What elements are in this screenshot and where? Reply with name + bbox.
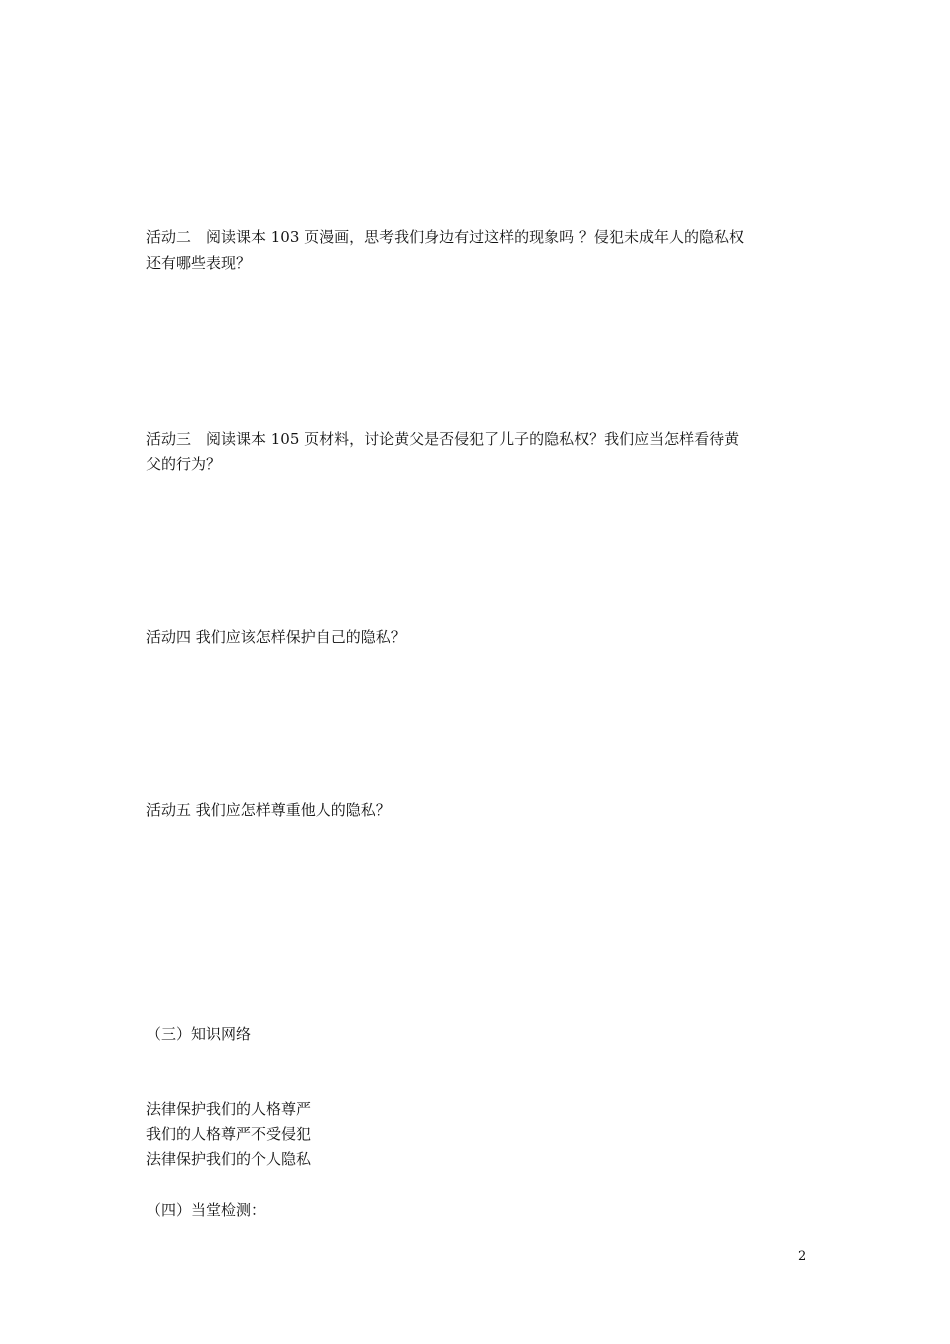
- knowledge-network-item: 我们的人格尊严不受侵犯: [146, 1125, 312, 1143]
- quiz-heading: （四）当堂检测：: [146, 1201, 267, 1219]
- knowledge-network-heading: （三）知识网络: [146, 1025, 252, 1043]
- knowledge-network-item: 法律保护我们的人格尊严: [146, 1100, 312, 1118]
- activity-2-line-2: 还有哪些表现？: [146, 254, 252, 272]
- activity-4: 活动四 我们应该怎样保护自己的隐私？: [146, 628, 406, 646]
- activity-3-line-2: 父的行为？: [146, 455, 222, 473]
- activity-2-line-1: 活动二 阅读课本 103 页漫画，思考我们身边有过这样的现象吗 ？侵犯未成年人的隐私权: [146, 228, 744, 246]
- activity-3-line-1: 活动三 阅读课本 105 页材料，讨论黄父是否侵犯了儿子的隐私权？我们应当怎样看待黄: [146, 430, 740, 448]
- activity-5: 活动五 我们应怎样尊重他人的隐私？: [146, 801, 391, 819]
- page-number: 2: [798, 1249, 807, 1264]
- knowledge-network-item: 法律保护我们的个人隐私: [146, 1150, 312, 1168]
